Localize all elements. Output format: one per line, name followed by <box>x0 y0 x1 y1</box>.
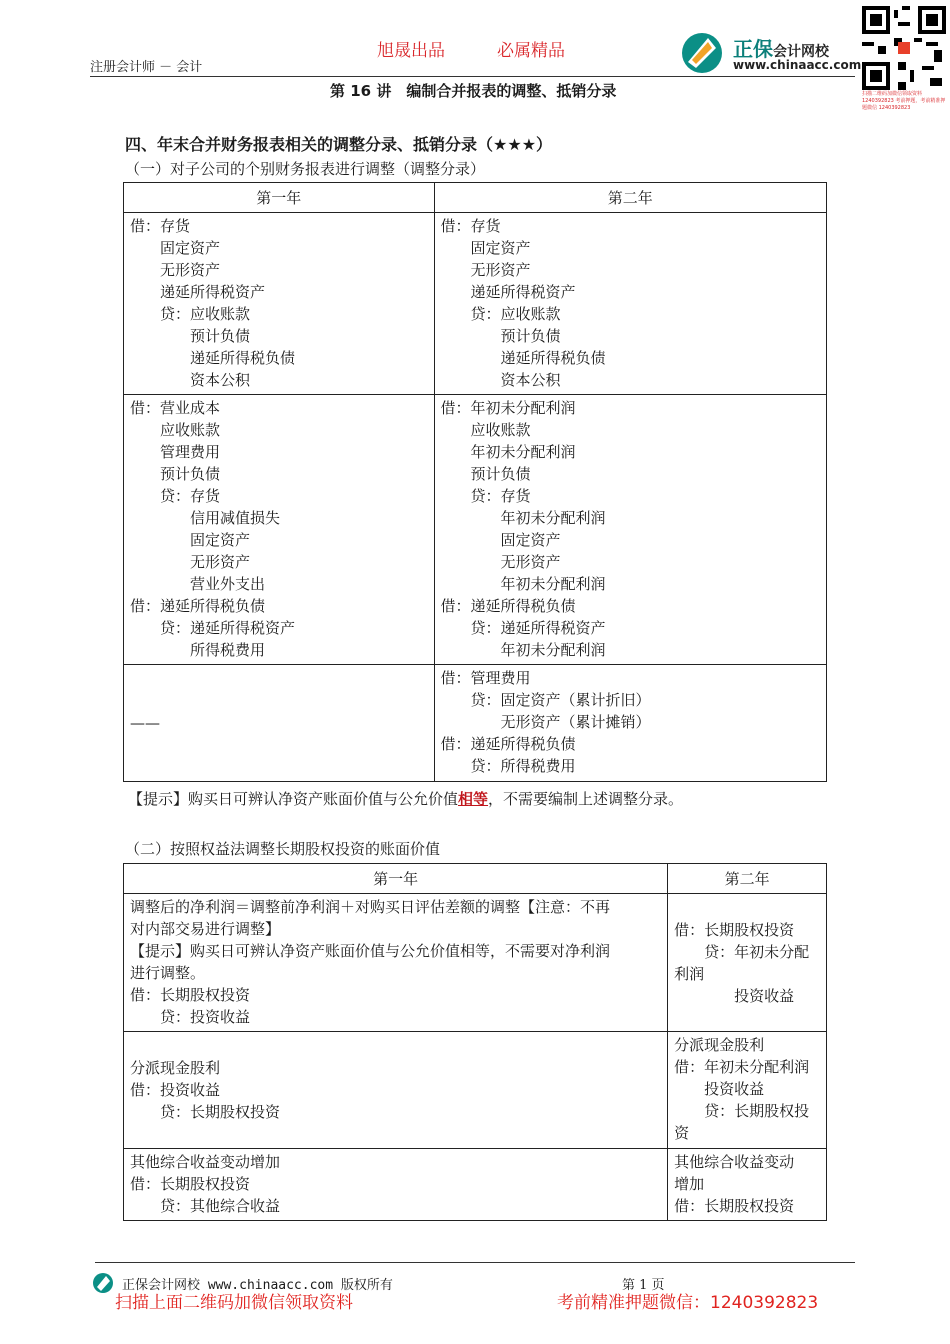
entry-line: 应收账款 <box>130 421 221 439</box>
page-number: 第 1 页 <box>622 1278 665 1293</box>
entry-line: 其他综合收益变动增加 <box>130 1153 281 1171</box>
entry-cell <box>435 395 826 663</box>
entry-line: 递延所得税负债 <box>130 349 296 367</box>
entry-cell <box>668 1149 826 1219</box>
lecture-title: 第 16 讲 编制合并报表的调整、抵销分录 <box>330 82 617 100</box>
footer-divider <box>95 1262 855 1263</box>
table-row <box>124 213 827 395</box>
entry-line: 固定资产 <box>440 239 531 257</box>
entry-line: 递延所得税资产 <box>440 283 576 301</box>
entry-line: —— <box>130 714 160 732</box>
entry-line: 分派现金股利 <box>130 1059 221 1077</box>
table-row <box>124 1149 827 1221</box>
entry-line: 递延所得税资产 <box>130 283 266 301</box>
entry-line: 固定资产 <box>130 531 251 549</box>
entry-cell <box>668 1032 826 1146</box>
entry-line: 借：投资收益 <box>130 1081 221 1099</box>
entry-cell <box>668 917 826 1009</box>
col-header-year2: 第二年 <box>434 183 826 213</box>
entry-line: 管理费用 <box>130 443 221 461</box>
entry-line: 增加 <box>674 1175 705 1193</box>
entry-line: 预计负债 <box>130 465 221 483</box>
entry-line: 固定资产 <box>440 531 561 549</box>
footer-logo-icon <box>92 1272 114 1294</box>
entry-cell <box>435 665 826 779</box>
entry-line: 贷：递延所得税资产 <box>440 619 606 637</box>
logo-url: www.chinaacc.com <box>733 58 862 72</box>
entry-cell <box>124 1149 667 1219</box>
entry-line: 分派现金股利 <box>674 1036 765 1054</box>
entry-cell <box>435 213 826 393</box>
entry-line: 借：长期股权投资 <box>674 1197 795 1215</box>
entry-line: 投资收益 <box>674 1080 765 1098</box>
footer-copyright: 正保会计网校 www.chinaacc.com 版权所有 <box>122 1278 393 1293</box>
entry-line: 递延所得税负债 <box>440 349 606 367</box>
entry-line: 无形资产 <box>130 553 251 571</box>
entry-line: 利润 <box>674 964 705 983</box>
entry-line: 资本公积 <box>130 371 251 389</box>
entry-line: 借：递延所得税负债 <box>440 735 576 753</box>
entry-line: 贷：存货 <box>130 487 221 505</box>
footer-promo-right: 考前精准押题微信：1240392823 <box>557 1293 819 1313</box>
entry-line: 对内部交易进行调整】 <box>130 920 281 938</box>
col-header-year1: 第一年 <box>124 864 668 894</box>
entry-line: 年初未分配利润 <box>440 443 576 461</box>
qr-code-icon <box>862 6 946 90</box>
entry-line: 贷：长期股权投 <box>674 1102 810 1120</box>
header-slogan-left: 旭晟出品 <box>377 41 445 61</box>
entry-line: 资 <box>674 1124 690 1142</box>
entry-line: 贷：固定资产（累计折旧） <box>440 691 651 709</box>
course-name: 注册会计师 － 会计 <box>90 60 203 75</box>
qr-caption: 扫描二维码加微信领取资料 1240392823 考前押题，考前精准押题微信 1240392823 <box>862 91 946 111</box>
entry-line: 年初未分配利润 <box>440 509 606 527</box>
entry-line: 进行调整。 <box>130 964 206 982</box>
entry-line: 借：长期股权投资 <box>130 1175 251 1193</box>
entry-line: 营业外支出 <box>130 575 266 593</box>
tip-note: 【提示】购买日可辨认净资产账面价值与公允价值相等，不需要编制上述调整分录。 <box>128 790 684 808</box>
entry-line: 投资收益 <box>674 986 795 1005</box>
entry-cell <box>124 213 434 393</box>
entry-line: 贷：应收账款 <box>130 305 251 323</box>
entry-line: 借：年初未分配利润 <box>674 1058 810 1076</box>
entry-line: 所得税费用 <box>130 641 266 659</box>
entry-line: 贷：投资收益 <box>130 1008 251 1026</box>
entry-line: 无形资产 <box>440 553 561 571</box>
entry-line: 固定资产 <box>130 239 221 257</box>
entry-line: 借：长期股权投资 <box>130 986 251 1004</box>
entry-line: 无形资产 <box>130 261 221 279</box>
entry-line: 借：长期股权投资 <box>674 920 795 939</box>
highlight-equal: 相等 <box>458 790 489 808</box>
chinaacc-logo-icon <box>678 30 730 76</box>
section-title: 四、年末合并财务报表相关的调整分录、抵销分录（★★★） <box>125 135 553 154</box>
part2-title: （二）按照权益法调整长期股权投资的账面价值 <box>125 840 441 858</box>
entry-line: 预计负债 <box>440 327 561 345</box>
entry-line: 贷：存货 <box>440 487 531 505</box>
header-divider <box>90 76 855 77</box>
entry-line: 无形资产 <box>440 261 531 279</box>
table-row <box>124 1032 827 1149</box>
adjustment-table <box>123 182 827 782</box>
header-slogan-right: 必属精品 <box>497 41 565 61</box>
entry-line: 贷：其他综合收益 <box>130 1197 281 1215</box>
entry-line: 年初未分配利润 <box>440 575 606 593</box>
col-header-year2: 第二年 <box>668 864 827 894</box>
col-header-year1: 第一年 <box>124 183 435 213</box>
entry-line: 应收账款 <box>440 421 531 439</box>
footer-promo-left: 扫描上面二维码加微信领取资料 <box>115 1293 353 1313</box>
entry-cell <box>124 894 667 1030</box>
entry-line: 无形资产（累计摊销） <box>440 713 651 731</box>
entry-line: 贷：所得税费用 <box>440 757 576 775</box>
entry-line: 贷：长期股权投资 <box>130 1103 281 1121</box>
entry-line: 借：存货 <box>130 217 191 235</box>
table-row <box>124 894 827 1032</box>
entry-line: 其他综合收益变动 <box>674 1153 795 1171</box>
entry-line: 借：递延所得税负债 <box>130 597 266 615</box>
entry-line: 借：年初未分配利润 <box>440 399 576 417</box>
entry-line: 年初未分配利润 <box>440 641 606 659</box>
entry-line: 贷：递延所得税资产 <box>130 619 296 637</box>
entry-cell <box>124 1055 667 1125</box>
entry-line: 【提示】购买日可辨认净资产账面价值与公允价值相等，不需要对净利润 <box>130 942 611 960</box>
entry-line: 预计负债 <box>440 465 531 483</box>
logo-title: 正保会计网校 <box>733 37 829 61</box>
entry-line: 借：递延所得税负债 <box>440 597 576 615</box>
part1-title: （一）对子公司的个别财务报表进行调整（调整分录） <box>125 160 486 178</box>
table-row <box>124 395 827 665</box>
entry-line: 贷：应收账款 <box>440 305 561 323</box>
entry-line: 借：营业成本 <box>130 399 221 417</box>
entry-line: 贷：年初未分配 <box>674 942 810 961</box>
entry-line: 借：管理费用 <box>440 669 531 687</box>
entry-line: 借：存货 <box>440 217 501 235</box>
entry-line: 信用减值损失 <box>130 509 281 527</box>
entry-cell <box>124 395 434 663</box>
equity-method-table <box>123 863 827 1221</box>
entry-cell <box>124 710 434 736</box>
entry-line: 调整后的净利润＝调整前净利润＋对购买日评估差额的调整【注意：不再 <box>130 898 611 916</box>
entry-line: 资本公积 <box>440 371 561 389</box>
entry-line: 预计负债 <box>130 327 251 345</box>
table-row <box>124 665 827 782</box>
